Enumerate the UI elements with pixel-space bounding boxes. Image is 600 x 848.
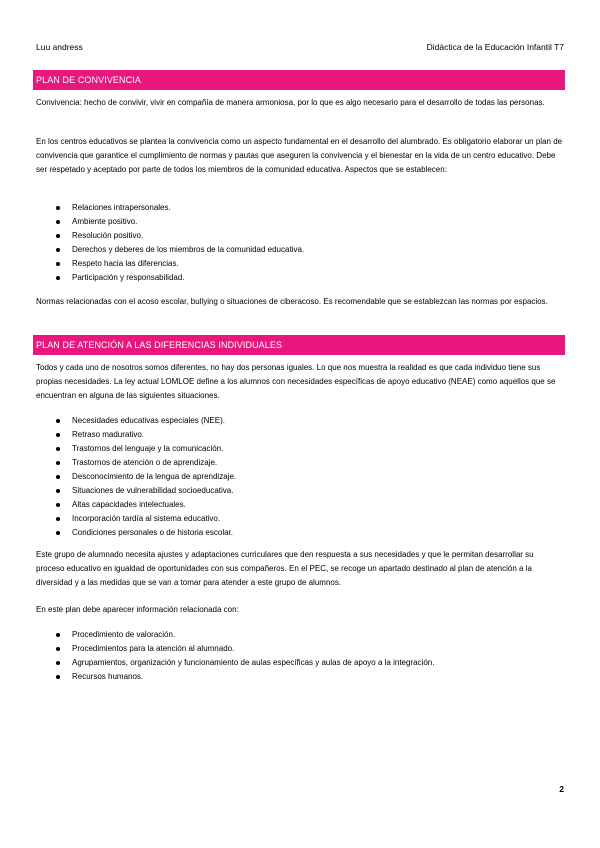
adaptaciones-paragraph: Este grupo de alumnado necesita ajustes y adaptaciones curriculares que den respuesta a sus necesidades y que le permitan desarrollar su proceso educativo en igualdad de oportunidades con sus compañeros. En el PEC, se recoge un apartado destinado al plan de atención a la diversidad y a las medidas que se van a tomar para atender a este grupo de alumnos. — [36, 550, 534, 587]
list-item: Resolución positivo. — [0, 229, 560, 243]
plan-info-paragraph: En este plan debe aparecer información relacionada con: — [36, 605, 239, 614]
header-course: Didáctica de la Educación Infantil T7 — [426, 42, 564, 52]
list-item: Relaciones intrapersonales. — [0, 201, 560, 215]
list-item: Ambiente positivo. — [0, 215, 560, 229]
closing-paragraph: Normas relacionadas con el acoso escolar, bullying o situaciones de ciberacoso. Es recomendable que se establezcan las normas por espacios. — [36, 297, 548, 306]
diferencias-intro-paragraph: Todos y cada uno de nosotros somos diferentes, no hay dos personas iguales. Lo que nos muestra la realidad es que cada individuo tiene sus propias necesidades. La ley actual LOMLOE define a los alumnos con necesidades específicas de apoyo educativo (NEAE) como aquellos que se encuentran en alguna de las siguientes situaciones. — [36, 363, 556, 400]
list-item: Agrupamientos, organización y funcionamiento de aulas específicas y aulas de apoyo a la integración. — [0, 656, 560, 670]
list-item: Altas capacidades intelectuales. — [0, 498, 560, 512]
section-title-convivencia: PLAN DE CONVIVENCIA — [33, 70, 565, 90]
list-item: Trastornos de atención o de aprendizaje. — [0, 456, 560, 470]
list-item: Procedimiento de valoración. — [0, 628, 560, 642]
list-item: Condiciones personales o de historia escolar. — [0, 526, 560, 540]
list-item: Trastornos del lenguaje y la comunicación. — [0, 442, 560, 456]
plan-info-list — [0, 628, 560, 684]
list-item: Desconocimiento de la lengua de aprendizaje. — [0, 470, 560, 484]
page-number: 2 — [559, 784, 564, 794]
convivencia-aspects-list — [0, 201, 560, 285]
list-item: Respeto hacia las diferencias. — [0, 257, 560, 271]
list-item: Necesidades educativas especiales (NEE). — [0, 414, 560, 428]
header-author: Luu andress — [36, 42, 83, 52]
list-item: Recursos humanos. — [0, 670, 560, 684]
definition-paragraph: Convivencia: hecho de convivir, vivir en compañía de manera armoniosa, por lo que es algo necesario para el desarrollo de todas las personas. — [36, 98, 545, 107]
list-item: Retraso madurativo. — [0, 428, 560, 442]
list-item: Participación y responsabilidad. — [0, 271, 560, 285]
intro-paragraph: En los centros educativos se plantea la convivencia como un aspecto fundamental en el desarrollo del alumbrado. Es obligatorio elaborar un plan de convivencia que garantice el cumplimiento de normas y pautas que aseguren la convivencia y el bienestar en la vida de un centro educativo. Debe ser respetado y aceptado por parte de todos los miembros de la comunidad educativa. Aspectos que se establecen: — [36, 137, 563, 174]
list-item: Incorporación tardía al sistema educativo. — [0, 512, 560, 526]
list-item: Derechos y deberes de los miembros de la comunidad educativa. — [0, 243, 560, 257]
list-item: Procedimientos para la atención al alumnado. — [0, 642, 560, 656]
section-title-diferencias: PLAN DE ATENCIÓN A LAS DIFERENCIAS INDIVIDUALES — [33, 335, 565, 355]
list-item: Situaciones de vulnerabilidad socioeducativa. — [0, 484, 560, 498]
neae-situations-list — [0, 414, 560, 540]
